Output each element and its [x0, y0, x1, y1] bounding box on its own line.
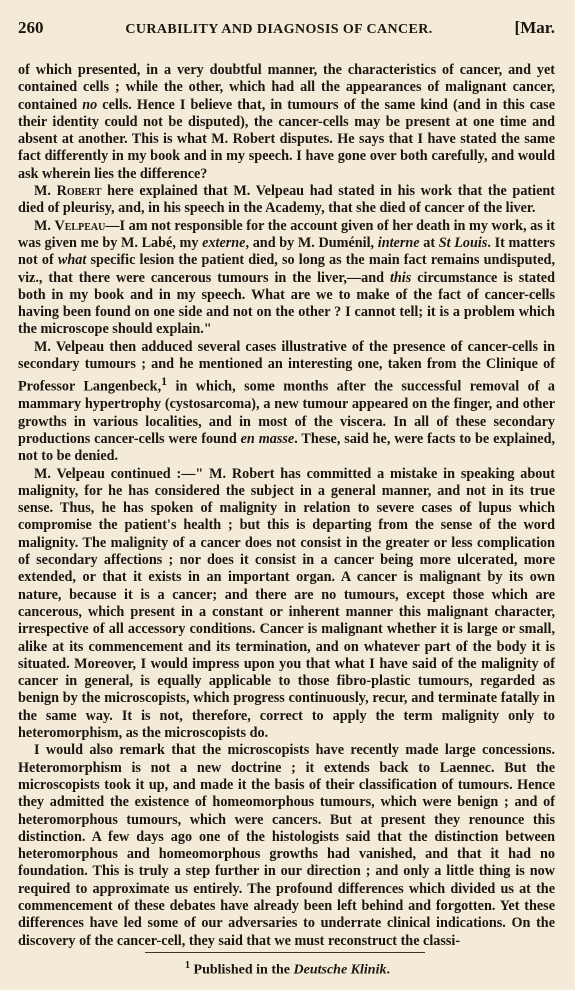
paragraph	[18, 62, 555, 183]
running-title: CURABILITY AND DIAGNOSIS OF CANCER.	[125, 22, 433, 37]
text-run: . These, said he, were facts to be explained, not to be denied.	[18, 430, 556, 465]
italic-text: St Louis	[438, 234, 488, 251]
paragraph	[18, 218, 555, 339]
text-run: . It matters not of	[18, 234, 555, 269]
footnote-lead: Published in the	[193, 962, 294, 978]
paragraph	[18, 742, 555, 950]
footnote-end: .	[386, 962, 390, 978]
section-mark: [Mar.	[514, 18, 555, 37]
italic-text: en masse	[240, 430, 295, 447]
footnote-divider	[145, 952, 425, 953]
italic-text: no	[82, 96, 98, 113]
italic-text: interne	[377, 234, 420, 251]
text-run: specific lesion the patient died, so long as the main fact remains undisputed, viz., that there were cancerous tumours in the liver,—and	[18, 252, 555, 286]
footnote-source: Deutsche Klinik	[293, 962, 387, 978]
footnote-reference: 1	[161, 374, 168, 389]
paragraph	[18, 183, 555, 218]
page-number: 260	[18, 18, 44, 37]
text-run: M. Velpeau continued :—" M. Robert has committed a mistake in speaking about malignity, for he has considered the subject in a general manner, and not in its true sense. Thus, he has spoken of malignity in relation to severe cases of lupus which compromise the patient's health ; but this is departing from the sense of the word malignity. The malignity of a cancer does not consist in the greater or less complication of secondary affections ; nor does it consist in a cancer being more ulcerated, more extended, or that it exists in an important organ. A cancer is malignant by its own nature, because it is a cancer; and there are no tumours, except those which are cancerous, which present in a constant or inherent manner this malignant character, irrespective of all accessory conditions. Cancer is malignant whether it is large or small, alike at its commencement and its termination, and on whatever part of the body it is situated. Moreover, I would impress upon you that what I have said of the malignity of cancer in general, is equally applicable to those fibro-plastic tumours, regarded as benign by the microscopists, which progress continuously, recur, and terminate fatally in the same way. It is not, therefore, correct to apply the term malignity only to heteromorphism, as the microscopists do.	[18, 465, 555, 742]
text-run: at	[419, 234, 439, 251]
text-run: —I am not responsible for the account given of her death in my work, as it was given me by M. Labé, my	[18, 217, 555, 251]
italic-text: this	[389, 269, 412, 286]
paragraph	[18, 466, 555, 743]
text-run: cells. Hence I believe that, in tumours of the same kind (and in this case their identity could not be disputed), the cancer-cells may be present at one time and absent at another. This is what M. Robert disputes. He says that I have stated the same fact differently in my book and in my speech. I have gone over both carefully, and would ask wherein lies the difference?	[18, 96, 556, 182]
page-header	[18, 18, 555, 38]
text-run: M.	[34, 183, 57, 200]
text-run: M.	[34, 217, 55, 234]
text-run: here explained that M. Velpeau had stated in his work that the patient died of pleurisy, and, in his speech in the Academy, that she died of cancer of the liver.	[18, 183, 555, 217]
footnote	[0, 960, 575, 979]
text-run: of which presented, in a very doubtful manner, the characteristics of cancer, and yet contained cells ; while the other, which had all the appearances of malignant cancer, contained	[18, 62, 555, 113]
footnote-marker: 1	[185, 960, 191, 971]
text-run: circumstance is stated both in my book and in my speech. What are we to make of the fact of cancer-cells having been found on one side and not on the other ? I cannot tell; it is a problem which the microscope should explain."	[18, 269, 555, 338]
body-text	[18, 62, 555, 950]
text-run: I would also remark that the microscopists have recently made large concessions. Heteromorphism is not a new doctrine ; it extends back to Laennec. But the microscopists took it up, and made it the basis of their classification of tumours. Hence they admitted the existence of homeomorphous tumours, which were benign ; and of heteromorphous tumours, which were cancers. But at present they renounce this distinction. A few days ago one of the histologists said that the distinction between heteromorphous and homeomorphous growths had vanished, and that it had no foundation. This is truly a step further in our direction ; and only a little thing is now required to approximate us entirely. The profound differences which divided us at the commencement of these debates have already been left behind and forgotten. Yet these differences have led some of our adversaries to underrate clinical indications. On the discovery of the cancer-cell, they said that we must reconstruct the classi-	[18, 742, 555, 949]
italic-text: what	[57, 252, 87, 269]
italic-text: externe	[202, 234, 246, 251]
text-run: in which, some months after the successful removal of a mammary hypertrophy (cystosarcoma), a new tumour appeared on the finger, and other growths in various localities, and in most of the viscera. In all of these secondary productions cancer-cells were found	[18, 379, 555, 447]
text-run: , and by M. Duménil,	[245, 234, 378, 251]
speaker-name: Robert	[56, 183, 102, 200]
speaker-name: Velpeau	[54, 217, 106, 234]
paragraph	[18, 339, 555, 466]
text-run: M. Velpeau then adduced several cases illustrative of the presence of cancer-cells in secondary tumours ; and he mentioned an interesting one, taken from the Clinique of Professor Langenbeck,	[18, 338, 555, 396]
